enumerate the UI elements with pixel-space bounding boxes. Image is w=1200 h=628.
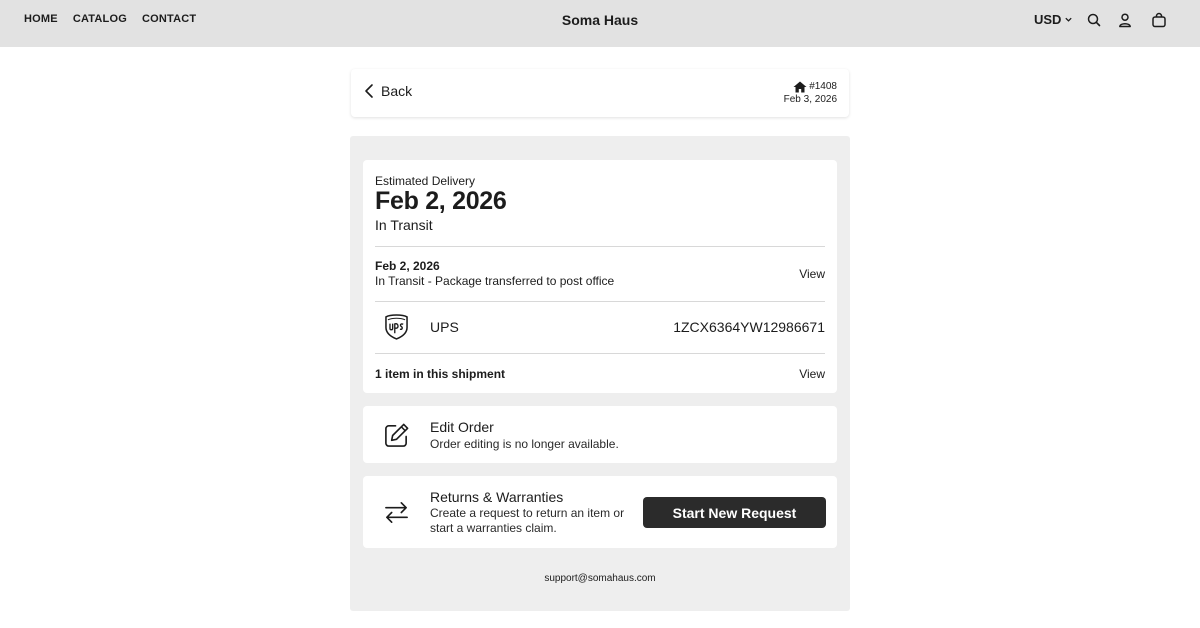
divider — [375, 353, 825, 354]
order-number-row — [784, 80, 837, 93]
top-navigation-bar — [0, 0, 1200, 47]
order-status-panel — [350, 136, 850, 611]
chevron-down-icon — [1064, 15, 1073, 24]
divider — [375, 301, 825, 302]
order-date: Feb 3, 2026 — [783, 94, 837, 105]
nav-home-link[interactable]: HOME — [24, 13, 58, 25]
order-meta — [784, 80, 837, 106]
latest-event-description: In Transit - Package transferred to post office — [375, 274, 615, 288]
estimated-delivery-label: Estimated Delivery — [375, 174, 476, 188]
currency-label: USD — [1034, 12, 1062, 27]
account-icon[interactable] — [1117, 12, 1133, 28]
swap-arrows-icon — [383, 499, 410, 526]
main-nav — [24, 13, 196, 25]
support-email-link[interactable]: support@somahaus.com — [544, 573, 656, 584]
edit-order-description: Order editing is no longer available. — [430, 437, 619, 451]
start-new-request-button[interactable]: Start New Request — [643, 497, 826, 528]
returns-title: Returns & Warranties — [430, 489, 564, 505]
returns-description: Create a request to return an item or start a warranties claim. — [430, 506, 625, 535]
tracking-card — [363, 160, 837, 393]
tracking-number[interactable]: 1ZCX6364YW12986671 — [673, 319, 825, 335]
brand-name[interactable]: Soma Haus — [561, 12, 639, 28]
shipment-status: In Transit — [375, 217, 433, 233]
nav-contact-link[interactable]: CONTACT — [141, 13, 197, 25]
home-icon — [793, 81, 807, 93]
chevron-left-icon — [363, 83, 375, 99]
edit-icon — [383, 422, 410, 449]
view-tracking-link[interactable]: View — [799, 267, 825, 281]
carrier-name: UPS — [430, 319, 459, 335]
returns-card — [363, 476, 837, 548]
edit-order-card — [363, 406, 837, 463]
back-label: Back — [381, 83, 413, 99]
edit-order-title: Edit Order — [430, 419, 494, 435]
view-items-link[interactable]: View — [799, 367, 825, 381]
search-icon[interactable] — [1086, 12, 1102, 28]
nav-catalog-link[interactable]: CATALOG — [72, 13, 127, 25]
shipment-item-count: 1 item in this shipment — [375, 367, 506, 381]
estimated-delivery-date: Feb 2, 2026 — [375, 187, 507, 215]
order-header-card — [351, 69, 849, 117]
currency-selector[interactable] — [1034, 12, 1073, 27]
ups-logo-icon — [385, 314, 408, 340]
cart-icon[interactable] — [1151, 12, 1167, 28]
order-number: #1408 — [809, 81, 837, 92]
divider — [375, 246, 825, 247]
back-button[interactable] — [363, 83, 412, 99]
latest-event-date: Feb 2, 2026 — [375, 259, 440, 273]
